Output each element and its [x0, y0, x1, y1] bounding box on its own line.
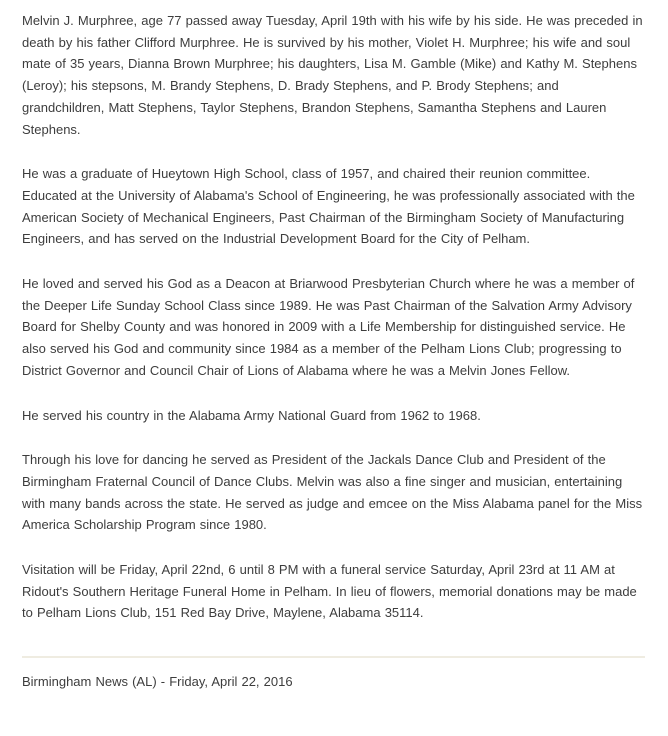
obituary-paragraph-church-community: He loved and served his God as a Deacon at Briarwood Presbyterian Church where he was a member of the Deeper Life Sunday School Class since 1989. He was Past Chairman of the Salvation Army Advisory Board for Shelby County and was honored in 2009 with a Life Membership for distinguished service. He also served his God and community since 1984 as a member of the Pelham Lions Club; progressing to District Governor and Council Chair of Lions of Alabama where he was a Melvin Jones Fellow. [22, 276, 635, 378]
source-attribution: Birmingham News (AL) - Friday, April 22, 2016 [22, 674, 293, 690]
obituary-paragraph-military: He served his country in the Alabama Army National Guard from 1962 to 1968. [22, 407, 481, 423]
obituary-paragraph-education: He was a graduate of Hueytown High School, class of 1957, and chaired their reunion committee. Educated at the University of Alabama's School of Engineering, he was professionally associated with the American Society of Mechanical Engineers, Past Chairman of the Birmingham Society of Manufacturing Engineers, and has served on the Industrial Development Board for the City of Pelham. [22, 166, 635, 247]
obituary-paragraph-dancing-music: Through his love for dancing he served as President of the Jackals Dance Club and President of the Birmingham Fraternal Council of Dance Clubs. Melvin was also a fine singer and musician, entertaining with many bands across the state. He served as judge and emcee on the Miss Alabama panel for the Miss America Scholarship Program since 1980. [22, 452, 643, 533]
divider [22, 656, 645, 658]
obituary-paragraph-visitation: Visitation will be Friday, April 22nd, 6 until 8 PM with a funeral service Saturday, April 23rd at 11 AM at Ridout's Southern Heritage Funeral Home in Pelham. In lieu of flowers, memorial donations may be made to Pelham Lions Club, 151 Red Bay Drive, Maylene, Alabama 35114. [22, 562, 637, 621]
obituary-paragraph-family: Melvin J. Murphree, age 77 passed away Tuesday, April 19th with his wife by his side. He was preceded in death by his father Clifford Murphree. He is survived by his mother, Violet H. Murphree; his wife and soul mate of 35 years, Dianna Brown Murphree; his daughters, Lisa M. Gamble (Mike) and Kathy M. Stephens (Leroy); his stepsons, M. Brandy Stephens, D. Brady Stephens, and P. Brody Stephens; and grandchildren, Matt Stephens, Taylor Stephens, Brandon Stephens, Samantha Stephens and Lauren Stephens. [22, 13, 643, 137]
